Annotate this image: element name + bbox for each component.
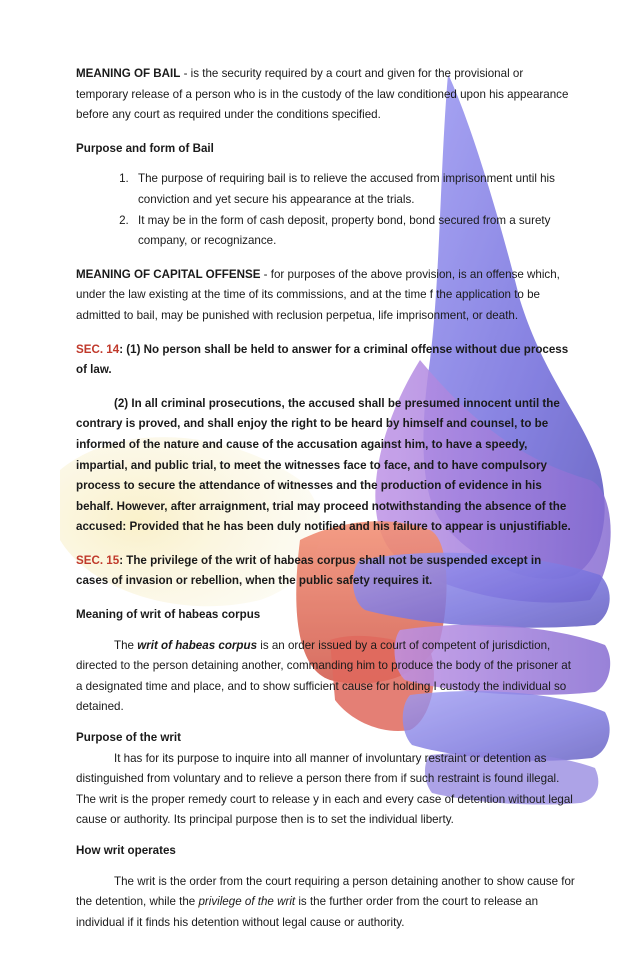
document-body <box>76 64 576 933</box>
sec14-paragraph-1 <box>76 340 576 381</box>
list-item: 1. The purpose of requiring bail is to relieve the accused from imprisonment until his conviction and yet secure his appearance at the trials. <box>132 169 576 210</box>
sec15-label: SEC. 15 <box>76 553 120 567</box>
purpose-form-list <box>76 169 576 251</box>
how-writ-paragraph <box>76 872 576 934</box>
bail-paragraph <box>76 64 576 126</box>
capital-heading: MEANING OF CAPITAL OFFENSE <box>76 267 261 281</box>
purpose-writ-heading: Purpose of the writ <box>76 731 181 745</box>
list-item: 2. It may be in the form of cash deposit, property bond, bond secured from a surety company, or recognizance. <box>132 211 576 252</box>
purpose-writ-paragraph: It has for its purpose to inquire into all manner of involuntary restraint or detention as distinguished from voluntary and to relieve a person there from if such restraint is found illegal. The writ is the proper remedy court to release y in each and every case of detention without legal cause or authority. Its principal purpose then is to set the individual liberty. <box>76 751 573 827</box>
sec15-paragraph <box>76 551 576 592</box>
sec14-label: SEC. 14 <box>76 342 120 356</box>
how-writ-pre: The writ is the order from the court requiring a person detaining another to show cause for the detention, while the <box>76 874 575 909</box>
how-writ-text: is the further order from the court to release an individual if it finds his detention without legal cause or authority. <box>76 895 539 929</box>
purpose-form-heading: Purpose and form of Bail <box>76 141 214 155</box>
bail-heading: MEANING OF BAIL <box>76 67 181 80</box>
meaning-writ-heading: Meaning of writ of habeas corpus <box>76 608 261 622</box>
meaning-writ-text: is an order issued by a court of competent of jurisdiction, directed to the person detaining another, commanding him to produce the body of the prisoner at a designated time and place, and to show sufficient cause for holding I custody the individual so detained. <box>76 638 571 714</box>
sec14-paragraph-2: (2) In all criminal prosecutions, the accused shall be presumed innocent until the contrary is proved, and shall enjoy the right to be heard by himself and counsel, to be informed of the nature and cause of the accusation against him, to have a speedy, impartial, and public trial, to meet the witnesses face to face, and to have compulsory process to secure the attendance of witnesses and the production of evidence in his behalf. However, after arraignment, trial may proceed notwithstanding the absence of the accused: Provided that he has been duly notified and his failure to appear is unjustifiable. <box>76 396 571 534</box>
meaning-writ-paragraph <box>76 636 576 718</box>
sec14-p1-text: : (1) No person shall be held to answer for a criminal offense without due process of law. <box>76 342 569 377</box>
capital-paragraph <box>76 265 576 327</box>
sec15-text: : The privilege of the writ of habeas corpus shall not be suspended except in cases of invasion or rebellion, when the public safety requires it. <box>76 553 542 588</box>
meaning-writ-term: writ of habeas corpus <box>137 638 258 652</box>
meaning-writ-pre: The <box>114 638 138 652</box>
how-writ-term: privilege of the writ <box>198 895 296 909</box>
bail-text: - is the security required by a court and given for the provisional or temporary release of a person who is in the custody of the law conditioned upon his appearance before any court as required under the conditions specified. <box>76 67 569 122</box>
capital-text: - for purposes of the above provision, is an offense which, under the law existing at the time of its commissions, and at the time f the application to be admitted to bail, may be punished with reclusion perpetua, life imprisonment, or death. <box>76 267 560 322</box>
how-writ-heading: How writ operates <box>76 844 176 857</box>
